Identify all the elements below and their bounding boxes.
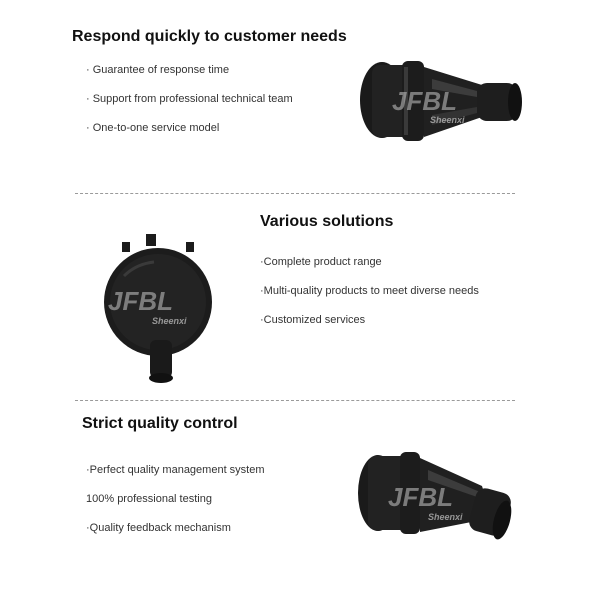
bullet-item: · Support from professional technical team <box>86 93 293 105</box>
section-title: Respond quickly to customer needs <box>72 28 347 45</box>
watermark-name: Sheenxi <box>430 115 465 125</box>
bullet-item: ·Quality feedback mechanism <box>86 522 231 534</box>
bullet-item: ·Perfect quality management system <box>86 464 265 476</box>
watermark-name: Sheenxi <box>152 316 187 326</box>
section-title: Various solutions <box>260 213 394 230</box>
valve-product-image <box>352 448 522 548</box>
section-divider <box>75 400 515 401</box>
bullet-item: · Guarantee of response time <box>86 64 230 76</box>
breather-cap-product-image <box>96 228 226 386</box>
bullet-item: · One-to-one service model <box>86 122 220 134</box>
valve-product-image <box>352 55 527 150</box>
watermark-name: Sheenxi <box>428 512 463 522</box>
section-divider <box>75 193 515 194</box>
watermark-logo: JFBL <box>392 86 457 116</box>
bullet-item: 100% professional testing <box>86 493 212 505</box>
watermark-logo: JFBL <box>388 482 453 512</box>
section-title: Strict quality control <box>82 415 238 432</box>
bullet-item: ·Customized services <box>260 314 366 326</box>
watermark-logo: JFBL <box>108 286 173 316</box>
bullet-item: ·Complete product range <box>260 256 382 268</box>
bullet-item: ·Multi-quality products to meet diverse needs <box>260 285 479 297</box>
